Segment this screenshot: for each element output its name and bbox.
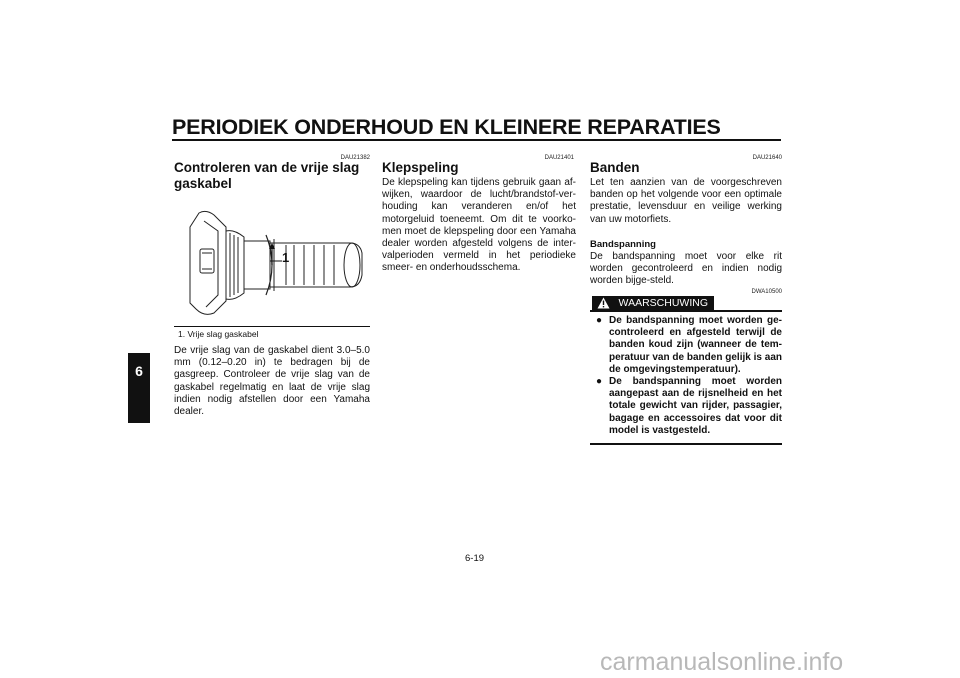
chapter-tab bbox=[128, 353, 150, 423]
figure-callout-1: 1 bbox=[282, 250, 290, 265]
warning-code: DWA10500 bbox=[751, 289, 782, 295]
section-heading: Controleren van de vrije slag gaskabel bbox=[174, 160, 360, 191]
throttle-grip-illustration bbox=[174, 205, 370, 315]
subsection-heading: Bandspanning bbox=[590, 239, 656, 250]
warning-badge bbox=[592, 296, 714, 311]
page-number: 6-19 bbox=[465, 553, 485, 564]
warning-item-text: De bandspanning moet worden aangepast aan de rijsnelheid en het totale gewicht van rijder, passagier, bagage en accessoires dat voor dit model is vastgesteld. bbox=[609, 376, 782, 436]
section-code: DAU21382 bbox=[340, 155, 370, 161]
warning-label: WAARSCHUWING bbox=[618, 297, 708, 309]
chapter-tab-number: 6 bbox=[135, 363, 143, 379]
warning-bottom-rule bbox=[590, 443, 782, 445]
figure-caption: 1. Vrije slag gaskabel bbox=[178, 329, 259, 339]
section-intro: Let ten aanzien van de voorgeschreven banden op het volgende voor een optimale prestatie, levensduur en veilige werking van uw motorfiets. bbox=[590, 177, 782, 225]
section-code: DAU21401 bbox=[544, 155, 574, 161]
warning-item-text: De bandspanning moet worden ge-controleerd en afgesteld terwijl de banden koud zijn (wanneer de tem-peratuur van de banden gelijk is aan de omgevingstemperatuur). bbox=[609, 315, 782, 375]
section-code: DAU21640 bbox=[752, 155, 782, 161]
figure-rule bbox=[174, 326, 370, 327]
watermark: carmanualsonline.info bbox=[600, 648, 844, 676]
subsection-body: De bandspanning moet voor elke rit worden gecontroleerd en indien nodig worden bijge-steld. bbox=[590, 251, 782, 287]
bullet-icon: ● bbox=[596, 376, 603, 388]
warning-triangle-icon bbox=[597, 297, 610, 309]
section-body: De klepspeling kan tijdens gebruik gaan af-wijken, waardoor de lucht/brandstof-ver-houding kan veranderen en/of het motorgeluid toeneemt. Om dit te voorko-men moet de klepspeling door een Yamaha dealer worden afgesteld volgens de inter-valperioden vermeld in het periodieke smeer- en onderhoudsschema. bbox=[382, 177, 576, 274]
section-heading: Klepspeling bbox=[382, 160, 459, 175]
warning-list bbox=[590, 315, 782, 437]
header-rule bbox=[172, 139, 781, 141]
section-body: De vrije slag van de gaskabel dient 3.0–5.0 mm (0.12–0.20 in) te bedragen bij de gasgreep. Controleer de vrije slag van de gaskabel regelmatig en laat de vrije slag indien nodig afstellen door een Yamaha dealer. bbox=[174, 345, 370, 418]
warning-item bbox=[590, 376, 782, 437]
page-header-title: PERIODIEK ONDERHOUD EN KLEINERE REPARATIES bbox=[172, 115, 721, 139]
bullet-icon: ● bbox=[596, 315, 603, 326]
section-heading: Banden bbox=[590, 160, 640, 175]
warning-item bbox=[590, 315, 782, 376]
